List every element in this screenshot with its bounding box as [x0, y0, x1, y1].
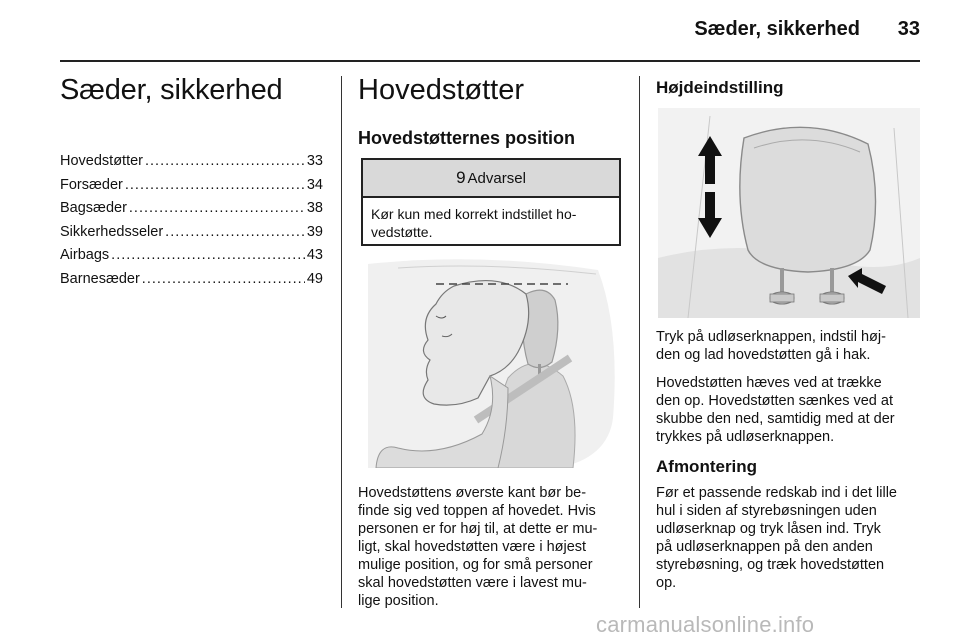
warning-header	[363, 160, 619, 198]
toc-entry-name: Bagsæder	[60, 200, 127, 216]
headrest-position-illustration	[358, 258, 620, 468]
header-rule	[60, 60, 920, 62]
text-line: mulige position, og for små personer	[358, 557, 593, 573]
running-header-title: Sæder, sikkerhed	[694, 18, 860, 40]
text-line: Hovedstøtten hæves ved at trække	[656, 375, 882, 391]
text-line: styrebøsning, og træk hovedstøtten	[656, 557, 885, 573]
chapter-title: Sæder, sikkerhed	[60, 74, 283, 106]
headrest-adjustment-illustration	[658, 108, 920, 318]
toc-entry[interactable]	[60, 197, 323, 221]
text-line: skal hovedstøtten være i lavest mu-	[358, 575, 587, 591]
text-line: skubbe den ned, samtidig med at der	[656, 411, 895, 427]
toc-leader-dots	[111, 244, 305, 268]
warning-icon: 9	[456, 168, 466, 187]
text-line: vedstøtte.	[371, 224, 433, 240]
column-divider-left	[341, 76, 342, 608]
toc-entry-name: Hovedstøtter	[60, 153, 143, 169]
text-line: Hovedstøttens øverste kant bør be-	[358, 485, 587, 501]
text-line: den op. Hovedstøtten sænkes ved at	[656, 393, 893, 409]
toc-entry[interactable]	[60, 268, 323, 292]
toc-entry[interactable]	[60, 150, 323, 174]
subsection-title: Hovedstøtternes position	[358, 128, 576, 148]
toc-leader-dots	[165, 221, 305, 245]
text-line: trykkes på udløserknappen.	[656, 429, 835, 445]
toc-entry[interactable]	[60, 244, 323, 268]
toc-leader-dots	[125, 174, 305, 198]
raise-lower-instruction	[656, 374, 922, 446]
text-line: udløserknap og tryk låsen ind. Tryk	[656, 521, 881, 537]
toc-entry[interactable]	[60, 174, 323, 198]
text-line: Før et passende redskab ind i det lille	[656, 485, 897, 501]
text-line: hul i siden af styrebøsningen uden	[656, 503, 877, 519]
toc-leader-dots	[142, 268, 305, 292]
text-line: den og lad hovedstøtten gå i hak.	[656, 347, 871, 363]
toc-leader-dots	[145, 150, 305, 174]
section-title: Hovedstøtter	[358, 74, 524, 106]
warning-text	[363, 198, 619, 241]
toc-entry-name: Forsæder	[60, 176, 123, 193]
height-adjust-instruction	[656, 328, 922, 364]
toc-entry[interactable]	[60, 221, 323, 245]
headrest-position-text	[358, 484, 623, 610]
text-line: finde sig ved toppen af hovedet. Hvis	[358, 503, 596, 519]
toc-entry-name: Airbags	[60, 247, 110, 263]
text-line: Kør kun med korrekt indstillet ho-	[371, 206, 577, 222]
height-adjustment-heading: Højdeindstilling	[656, 78, 784, 97]
column-divider-right	[639, 76, 640, 608]
text-line: lige position.	[358, 593, 439, 609]
text-line: Tryk på udløserknappen, indstil høj-	[656, 329, 886, 345]
watermark: carmanualsonline.info	[596, 612, 815, 637]
text-line: ligt, skal hovedstøtten være i højest	[358, 539, 587, 555]
table-of-contents	[60, 150, 323, 291]
toc-leader-dots	[129, 197, 305, 221]
toc-entry-name: Barnesæder	[60, 270, 140, 287]
toc-entry-page: 34	[306, 176, 323, 193]
toc-entry-name: Sikkerhedsseler	[60, 223, 164, 240]
page-number: 33	[897, 18, 920, 40]
toc-entry-page: 39	[306, 223, 323, 240]
text-line: personen er for høj til, at dette er mu-	[358, 521, 598, 537]
toc-entry-page: 43	[306, 247, 323, 263]
toc-entry-page: 33	[306, 153, 323, 169]
warning-box	[361, 158, 621, 246]
text-line: på udløserknappen på den anden	[656, 539, 873, 555]
warning-title: Advarsel	[467, 169, 526, 187]
text-line: op.	[656, 575, 677, 591]
removal-instruction	[656, 484, 922, 592]
toc-entry-page: 49	[306, 270, 323, 287]
toc-entry-page: 38	[306, 200, 323, 216]
removal-heading: Afmontering	[656, 457, 758, 476]
